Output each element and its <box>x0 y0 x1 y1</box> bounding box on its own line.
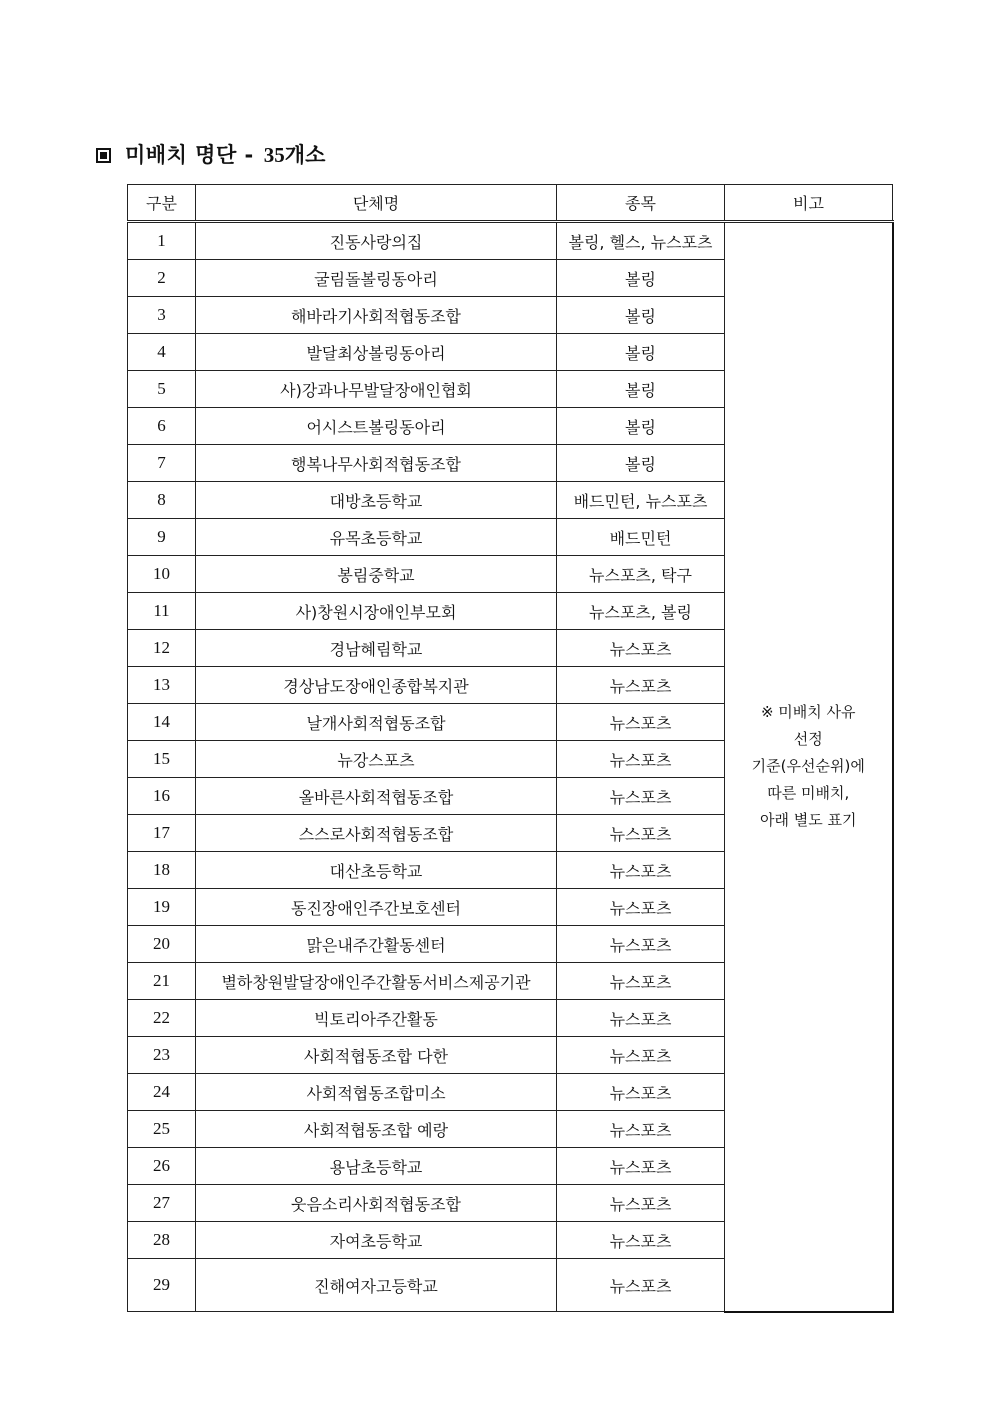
sport-cell: 뉴스포츠 <box>557 1222 725 1259</box>
organization-name: 사회적협동조합 다한 <box>196 1037 557 1074</box>
organization-name: 해바라기사회적협동조합 <box>196 297 557 334</box>
heading-count: 35개소 <box>263 143 326 167</box>
organization-name: 사)창원시장애인부모회 <box>196 593 557 630</box>
sport-cell: 뉴스포츠 <box>557 963 725 1000</box>
row-number: 26 <box>128 1148 196 1185</box>
row-number: 16 <box>128 778 196 815</box>
sport-cell: 뉴스포츠 <box>557 741 725 778</box>
sport-cell: 뉴스포츠 <box>557 926 725 963</box>
organization-name: 경남혜림학교 <box>196 630 557 667</box>
organization-name: 봉림중학교 <box>196 556 557 593</box>
sport-cell: 뉴스포츠 <box>557 1111 725 1148</box>
row-number: 15 <box>128 741 196 778</box>
row-number: 1 <box>128 222 196 260</box>
header-number: 구분 <box>128 185 196 222</box>
sport-cell: 볼링 <box>557 297 725 334</box>
header-remarks: 비고 <box>725 185 893 222</box>
sport-cell: 뉴스포츠 <box>557 778 725 815</box>
row-number: 25 <box>128 1111 196 1148</box>
organization-name: 발달최상볼링동아리 <box>196 334 557 371</box>
sport-cell: 뉴스포츠 <box>557 1000 725 1037</box>
remarks-note-line: ※ 미배치 사유 <box>760 703 856 722</box>
organization-name: 대산초등학교 <box>196 852 557 889</box>
remarks-note <box>725 222 893 1312</box>
table-body <box>128 222 893 1312</box>
organization-name: 올바른사회적협동조합 <box>196 778 557 815</box>
row-number: 11 <box>128 593 196 630</box>
sport-cell: 뉴스포츠 <box>557 889 725 926</box>
sport-cell: 뉴스포츠 <box>557 1259 725 1312</box>
row-number: 3 <box>128 297 196 334</box>
sport-cell: 배드민턴, 뉴스포츠 <box>557 482 725 519</box>
row-number: 4 <box>128 334 196 371</box>
organization-name: 행복나무사회적협동조합 <box>196 445 557 482</box>
organization-name: 용남초등학교 <box>196 1148 557 1185</box>
row-number: 6 <box>128 408 196 445</box>
table-header-row <box>128 185 893 222</box>
sport-cell: 뉴스포츠 <box>557 1074 725 1111</box>
section-heading <box>96 138 325 170</box>
organization-name: 자여초등학교 <box>196 1222 557 1259</box>
remarks-note-line: 아래 별도 표기 <box>760 811 857 830</box>
row-number: 21 <box>128 963 196 1000</box>
organization-name: 굴림돌볼링동아리 <box>196 260 557 297</box>
remarks-note-line: 선정 <box>793 730 823 749</box>
sport-cell: 뉴스포츠 <box>557 815 725 852</box>
sport-cell: 뉴스포츠 <box>557 852 725 889</box>
row-number: 5 <box>128 371 196 408</box>
organization-name: 날개사회적협동조합 <box>196 704 557 741</box>
row-number: 7 <box>128 445 196 482</box>
unassigned-roster-table <box>127 184 894 1313</box>
row-number: 2 <box>128 260 196 297</box>
sport-cell: 볼링 <box>557 408 725 445</box>
sport-cell: 볼링 <box>557 334 725 371</box>
sport-cell: 뉴스포츠 <box>557 1148 725 1185</box>
row-number: 19 <box>128 889 196 926</box>
row-number: 13 <box>128 667 196 704</box>
organization-name: 경상남도장애인종합복지관 <box>196 667 557 704</box>
row-number: 20 <box>128 926 196 963</box>
row-number: 27 <box>128 1185 196 1222</box>
sport-cell: 볼링, 헬스, 뉴스포츠 <box>557 222 725 260</box>
row-number: 23 <box>128 1037 196 1074</box>
row-number: 24 <box>128 1074 196 1111</box>
row-number: 17 <box>128 815 196 852</box>
header-sport: 종목 <box>557 185 725 222</box>
sport-cell: 볼링 <box>557 260 725 297</box>
header-organization: 단체명 <box>196 185 557 222</box>
organization-name: 사회적협동조합 예랑 <box>196 1111 557 1148</box>
organization-name: 뉴강스포츠 <box>196 741 557 778</box>
sport-cell: 뉴스포츠 <box>557 1037 725 1074</box>
organization-name: 진해여자고등학교 <box>196 1259 557 1312</box>
remarks-note-line: 기준(우선순위)에 <box>751 757 865 776</box>
row-number: 18 <box>128 852 196 889</box>
organization-name: 동진장애인주간보호센터 <box>196 889 557 926</box>
sport-cell: 볼링 <box>557 371 725 408</box>
sport-cell: 뉴스포츠, 탁구 <box>557 556 725 593</box>
sport-cell: 뉴스포츠, 볼링 <box>557 593 725 630</box>
organization-name: 사)강과나무발달장애인협회 <box>196 371 557 408</box>
row-number: 28 <box>128 1222 196 1259</box>
organization-name: 웃음소리사회적협동조합 <box>196 1185 557 1222</box>
sport-cell: 뉴스포츠 <box>557 630 725 667</box>
organization-name: 별하창원발달장애인주간활동서비스제공기관 <box>196 963 557 1000</box>
square-bullet-icon <box>96 148 111 163</box>
row-number: 29 <box>128 1259 196 1312</box>
sport-cell: 뉴스포츠 <box>557 704 725 741</box>
organization-name: 어시스트볼링동아리 <box>196 408 557 445</box>
organization-name: 사회적협동조합미소 <box>196 1074 557 1111</box>
row-number: 9 <box>128 519 196 556</box>
row-number: 12 <box>128 630 196 667</box>
organization-name: 빅토리아주간활동 <box>196 1000 557 1037</box>
remarks-note-line: 따른 미배치, <box>767 784 850 803</box>
heading-title: 미배치 명단 - <box>125 143 254 167</box>
sport-cell: 뉴스포츠 <box>557 1185 725 1222</box>
sport-cell: 볼링 <box>557 445 725 482</box>
row-number: 22 <box>128 1000 196 1037</box>
row-number: 8 <box>128 482 196 519</box>
sport-cell: 뉴스포츠 <box>557 667 725 704</box>
table-row <box>128 222 893 260</box>
organization-name: 스스로사회적협동조합 <box>196 815 557 852</box>
row-number: 14 <box>128 704 196 741</box>
organization-name: 진동사랑의집 <box>196 222 557 260</box>
organization-name: 맑은내주간활동센터 <box>196 926 557 963</box>
organization-name: 유목초등학교 <box>196 519 557 556</box>
row-number: 10 <box>128 556 196 593</box>
sport-cell: 배드민턴 <box>557 519 725 556</box>
organization-name: 대방초등학교 <box>196 482 557 519</box>
